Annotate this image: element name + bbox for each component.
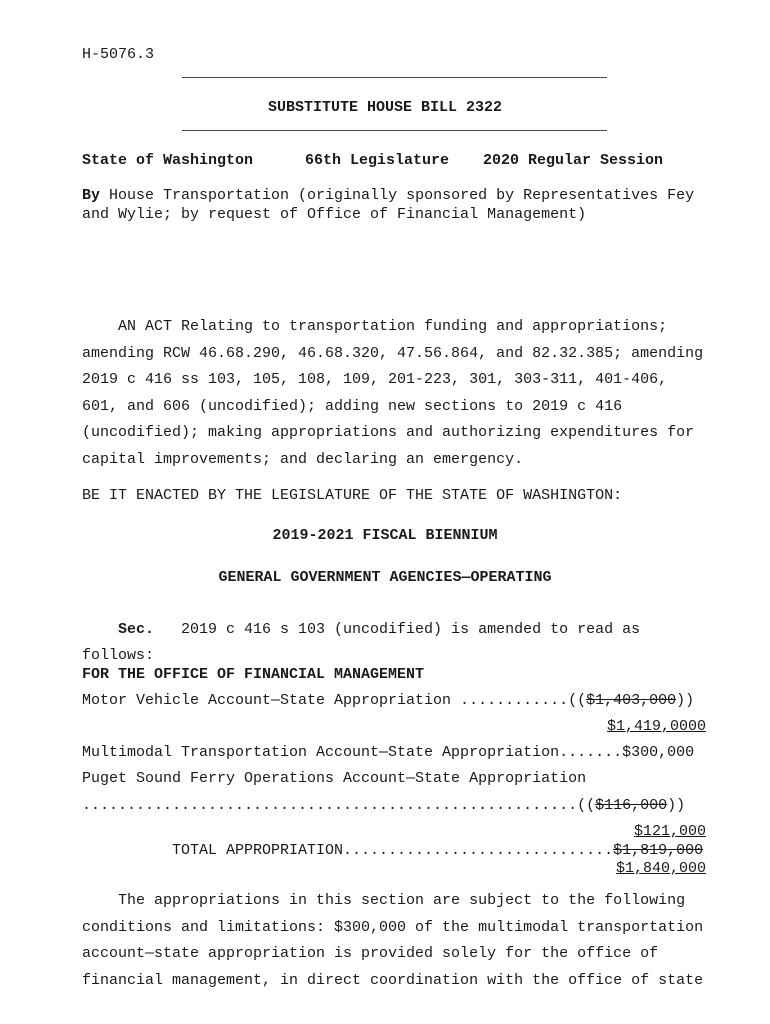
total-label: TOTAL APPROPRIATION..............................: [172, 842, 614, 859]
title-rule-top: [182, 77, 607, 78]
conditions-line-3: account—state appropriation is provided solely for the office of: [82, 945, 659, 962]
sponsor-by-label: By: [82, 187, 101, 204]
legislature-label: 66th Legislature: [305, 152, 450, 169]
section-line: [118, 621, 640, 638]
mva-line: [82, 692, 694, 709]
section-text-2: follows:: [82, 647, 155, 664]
office-heading: FOR THE OFFICE OF FINANCIAL MANAGEMENT: [82, 666, 425, 683]
act-line-5: (uncodified); making appropriations and authorizing expenditures for: [82, 424, 695, 441]
act-line-2: amending RCW 46.68.290, 46.68.320, 47.56.864, and 82.32.385; amending: [82, 345, 704, 362]
act-line-4: 601, and 606 (uncodified); adding new sections to 2019 c 416: [82, 398, 623, 415]
biennium-heading: 2019-2021 FISCAL BIENNIUM: [272, 527, 498, 544]
total-new-amount: $1,840,000: [615, 860, 706, 877]
conditions-line-4: financial management, in direct coordination with the office of state: [82, 972, 704, 989]
state-label: State of Washington: [82, 152, 254, 169]
mva-label: Motor Vehicle Account—State Appropriation ............((: [82, 692, 587, 709]
mva-new-amount: $1,419,0000: [606, 718, 706, 735]
agencies-heading: GENERAL GOVERNMENT AGENCIES—OPERATING: [218, 569, 552, 586]
mta-line: Multimodal Transportation Account—State Appropriation.......$300,000: [82, 744, 695, 761]
act-line-3: 2019 c 416 ss 103, 105, 108, 109, 201-223, 301, 303-311, 401-406,: [82, 371, 668, 388]
psfo-label: Puget Sound Ferry Operations Account—State Appropriation: [82, 770, 587, 787]
psfo-old-amount: $116,000: [595, 797, 668, 814]
section-text: 2019 c 416 s 103 (uncodified) is amended to read as: [154, 621, 641, 638]
document-id: H-5076.3: [82, 46, 155, 63]
conditions-line-2: conditions and limitations: $300,000 of the multimodal transportation: [82, 919, 704, 936]
total-old-amount: $1,819,000: [613, 842, 704, 859]
psfo-dots: .......................................................((: [82, 797, 596, 814]
sponsor-text-1: House Transportation (originally sponsored by Representatives Fey: [100, 187, 695, 204]
psfo-close: )): [667, 797, 686, 814]
act-line-6: capital improvements; and declaring an emergency.: [82, 451, 524, 468]
total-line: [172, 842, 703, 859]
psfo-line: [82, 797, 685, 814]
psfo-new-amount: $121,000: [633, 823, 706, 840]
mva-close: )): [676, 692, 695, 709]
session-label: 2020 Regular Session: [483, 152, 664, 169]
title-rule-bottom: [182, 130, 607, 131]
conditions-line-1: The appropriations in this section are subject to the following: [82, 892, 686, 909]
mva-old-amount: $1,403,000: [586, 692, 677, 709]
sponsor-line-2: and Wylie; by request of Office of Financial Management): [82, 206, 587, 223]
section-label: Sec.: [118, 621, 155, 638]
enacting-clause: BE IT ENACTED BY THE LEGISLATURE OF THE STATE OF WASHINGTON:: [82, 487, 623, 504]
sponsor-line-1: [82, 187, 694, 204]
bill-title: SUBSTITUTE HOUSE BILL 2322: [267, 99, 503, 116]
act-line-1: AN ACT Relating to transportation funding and appropriations;: [82, 318, 668, 335]
